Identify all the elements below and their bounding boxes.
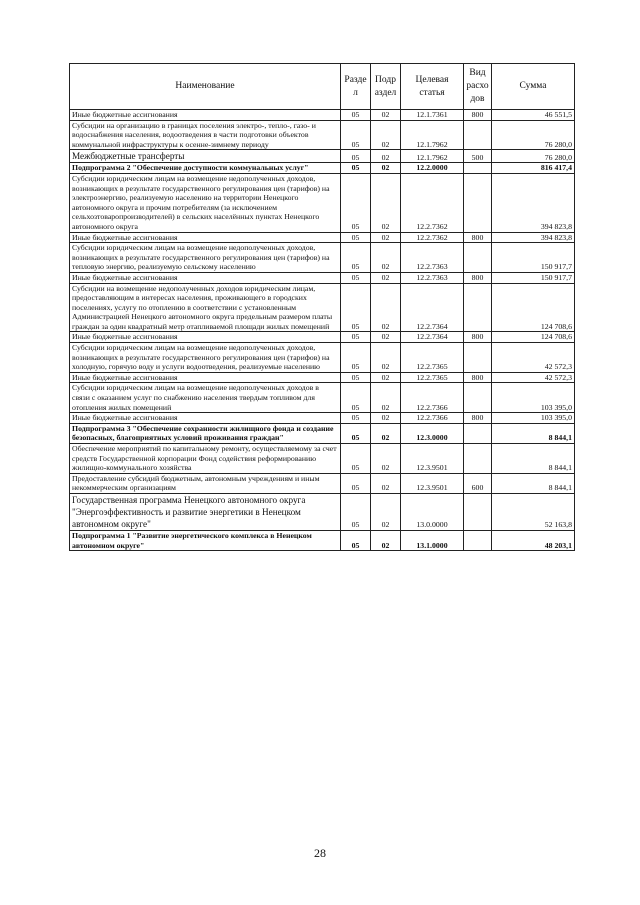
- row-podrazdel-cell: 02: [371, 243, 401, 273]
- row-sum-cell: 124 708,6: [492, 332, 575, 343]
- row-sum-cell: 124 708,6: [492, 283, 575, 332]
- row-name-cell: Государственная программа Ненецкого автономного округа "Энергоэффективность и развитие энергетики в Ненецком автономном округе": [70, 493, 341, 530]
- row-name-cell: Иные бюджетные ассигнования: [70, 110, 341, 121]
- header-sum: Сумма: [492, 64, 575, 110]
- row-target-article-cell: 12.1.7962: [401, 120, 464, 150]
- header-expense-type: Вид расхо дов: [464, 64, 492, 110]
- row-sum-cell: 150 917,7: [492, 272, 575, 283]
- row-razdel-cell: 05: [341, 110, 371, 121]
- row-podrazdel-cell: 02: [371, 383, 401, 413]
- page-number: 28: [314, 846, 326, 860]
- row-razdel-cell: 05: [341, 173, 371, 232]
- row-sum-cell: 8 844,1: [492, 423, 575, 443]
- table-row: [70, 163, 575, 174]
- row-podrazdel-cell: 02: [371, 283, 401, 332]
- row-sum-cell: 103 395,0: [492, 413, 575, 424]
- table-row: [70, 413, 575, 424]
- row-sum-cell: 42 572,3: [492, 372, 575, 383]
- row-sum-cell: 8 844,1: [492, 473, 575, 493]
- row-target-article-cell: 13.0.0000: [401, 493, 464, 530]
- row-name-cell: Межбюджетные трансферты: [70, 150, 341, 163]
- table-row: [70, 232, 575, 243]
- row-razdel-cell: 05: [341, 372, 371, 383]
- row-target-article-cell: 12.2.7363: [401, 243, 464, 273]
- row-name-cell: Субсидии юридическим лицам на возмещение недополученных доходов, возникающих в результате государственного регулирования цен (тарифов) на холодную, горячую воду и услуги водоотведения, реализуемые населению: [70, 343, 341, 373]
- row-podrazdel-cell: 02: [371, 110, 401, 121]
- row-sum-cell: 76 280,0: [492, 150, 575, 163]
- row-sum-cell: 52 163,8: [492, 493, 575, 530]
- row-name-cell: Предоставление субсидий бюджетным, автономным учреждениям и иным некоммерческим организациям: [70, 473, 341, 493]
- row-razdel-cell: 05: [341, 423, 371, 443]
- row-target-article-cell: 12.2.7364: [401, 283, 464, 332]
- row-target-article-cell: 12.2.7366: [401, 383, 464, 413]
- table-row: [70, 473, 575, 493]
- row-expense-type-cell: 500: [464, 150, 492, 163]
- row-name-cell: Иные бюджетные ассигнования: [70, 332, 341, 343]
- row-expense-type-cell: [464, 120, 492, 150]
- row-expense-type-cell: [464, 493, 492, 530]
- row-expense-type-cell: 800: [464, 413, 492, 424]
- table-header-row: [70, 64, 575, 110]
- row-sum-cell: 150 917,7: [492, 243, 575, 273]
- row-sum-cell: 8 844,1: [492, 444, 575, 474]
- row-podrazdel-cell: 02: [371, 372, 401, 383]
- table-row: [70, 272, 575, 283]
- row-target-article-cell: 12.2.7366: [401, 413, 464, 424]
- row-sum-cell: 394 823,8: [492, 232, 575, 243]
- row-sum-cell: 103 395,0: [492, 383, 575, 413]
- row-podrazdel-cell: 02: [371, 493, 401, 530]
- row-sum-cell: 76 280,0: [492, 120, 575, 150]
- row-razdel-cell: 05: [341, 530, 371, 550]
- row-sum-cell: 816 417,4: [492, 163, 575, 174]
- row-podrazdel-cell: 02: [371, 120, 401, 150]
- row-sum-cell: 394 823,8: [492, 173, 575, 232]
- row-razdel-cell: 05: [341, 163, 371, 174]
- row-name-cell: Подпрограмма 1 "Развитие энергетического комплекса в Ненецком автономном округе": [70, 530, 341, 550]
- row-target-article-cell: 12.2.7365: [401, 372, 464, 383]
- row-target-article-cell: 12.1.7361: [401, 110, 464, 121]
- table-row: [70, 530, 575, 550]
- row-name-cell: Подпрограмма 3 "Обеспечение сохранности жилищного фонда и создание безопасных, благоприятных условий проживания граждан": [70, 423, 341, 443]
- table-row: [70, 110, 575, 121]
- row-podrazdel-cell: 02: [371, 332, 401, 343]
- row-target-article-cell: 12.3.0000: [401, 423, 464, 443]
- row-razdel-cell: 05: [341, 343, 371, 373]
- budget-table: [69, 63, 575, 551]
- row-podrazdel-cell: 02: [371, 232, 401, 243]
- row-podrazdel-cell: 02: [371, 343, 401, 373]
- row-podrazdel-cell: 02: [371, 423, 401, 443]
- row-podrazdel-cell: 02: [371, 163, 401, 174]
- row-podrazdel-cell: 02: [371, 413, 401, 424]
- row-razdel-cell: 05: [341, 332, 371, 343]
- row-name-cell: Субсидии юридическим лицам на возмещение недополученных доходов, возникающих в результате государственного регулирования цен (тарифов) на тепловую энергию, реализуемую сельскому населению: [70, 243, 341, 273]
- row-expense-type-cell: [464, 243, 492, 273]
- row-sum-cell: 46 551,5: [492, 110, 575, 121]
- row-name-cell: Иные бюджетные ассигнования: [70, 372, 341, 383]
- row-expense-type-cell: [464, 343, 492, 373]
- row-razdel-cell: 05: [341, 473, 371, 493]
- row-name-cell: Субсидии на возмещение недополученных доходов юридическим лицам, предоставляющим в интересах населения, проживающего в городских поселениях, услугу по отоплению в соответствии с установленным Администрацией Ненецкого автономного округа предельным размером платы граждан за один квадратный метр отапливаемой площади жилых помещений: [70, 283, 341, 332]
- row-razdel-cell: 05: [341, 493, 371, 530]
- row-target-article-cell: 12.2.7362: [401, 173, 464, 232]
- row-expense-type-cell: [464, 383, 492, 413]
- table-row: [70, 493, 575, 530]
- row-target-article-cell: 12.2.7362: [401, 232, 464, 243]
- row-expense-type-cell: 800: [464, 110, 492, 121]
- row-name-cell: Подпрограмма 2 "Обеспечение доступности коммунальных услуг": [70, 163, 341, 174]
- row-podrazdel-cell: 02: [371, 150, 401, 163]
- header-name: Наименование: [70, 64, 341, 110]
- row-expense-type-cell: [464, 530, 492, 550]
- table-row: [70, 423, 575, 443]
- row-razdel-cell: 05: [341, 150, 371, 163]
- row-podrazdel-cell: 02: [371, 444, 401, 474]
- row-target-article-cell: 12.3.9501: [401, 444, 464, 474]
- row-razdel-cell: 05: [341, 120, 371, 150]
- table-row: [70, 173, 575, 232]
- row-expense-type-cell: 800: [464, 372, 492, 383]
- row-razdel-cell: 05: [341, 243, 371, 273]
- table-row: [70, 444, 575, 474]
- row-expense-type-cell: 800: [464, 272, 492, 283]
- table-row: [70, 150, 575, 163]
- row-razdel-cell: 05: [341, 283, 371, 332]
- row-name-cell: Субсидии юридическим лицам на возмещение недополученных доходов в связи с оказанием услуг по снабжению населения твердым топливом для отопления жилых помещений: [70, 383, 341, 413]
- row-target-article-cell: 13.1.0000: [401, 530, 464, 550]
- header-target-article: Целевая статья: [401, 64, 464, 110]
- row-expense-type-cell: [464, 173, 492, 232]
- header-podrazdel: Подр аздел: [371, 64, 401, 110]
- row-razdel-cell: 05: [341, 232, 371, 243]
- row-name-cell: Иные бюджетные ассигнования: [70, 232, 341, 243]
- row-name-cell: Субсидии на организацию в границах поселения электро-, тепло-, газо- и водоснабжения населения, водоотведения в части подготовки объектов коммунальной инфраструктуры к осенне-зимнему периоду: [70, 120, 341, 150]
- row-name-cell: Субсидии юридическим лицам на возмещение недополученных доходов, возникающих в результате государственного регулирования цен (тарифов) на электроэнергию, реализуемую населению на территории Ненецкого автономного округа и прочим потребителям (за исключением сельхозтоваропроизводителей) в сельских населённых пунктах Ненецкого автономного округа: [70, 173, 341, 232]
- row-target-article-cell: 12.3.9501: [401, 473, 464, 493]
- row-expense-type-cell: [464, 283, 492, 332]
- row-expense-type-cell: [464, 423, 492, 443]
- row-target-article-cell: 12.2.7365: [401, 343, 464, 373]
- row-podrazdel-cell: 02: [371, 272, 401, 283]
- row-sum-cell: 42 572,3: [492, 343, 575, 373]
- table-row: [70, 383, 575, 413]
- row-expense-type-cell: [464, 163, 492, 174]
- table-row: [70, 283, 575, 332]
- row-expense-type-cell: 600: [464, 473, 492, 493]
- row-razdel-cell: 05: [341, 444, 371, 474]
- row-target-article-cell: 12.2.7364: [401, 332, 464, 343]
- row-name-cell: Обеспечение мероприятий по капитальному ремонту, осуществляемому за счет средств Государственной корпорации Фонд содействия реформированию жилищно-коммунального хозяйства: [70, 444, 341, 474]
- table-row: [70, 243, 575, 273]
- row-expense-type-cell: 800: [464, 332, 492, 343]
- row-razdel-cell: 05: [341, 272, 371, 283]
- table-row: [70, 332, 575, 343]
- header-razdel: Разде л: [341, 64, 371, 110]
- row-razdel-cell: 05: [341, 383, 371, 413]
- table-row: [70, 120, 575, 150]
- row-target-article-cell: 12.2.7363: [401, 272, 464, 283]
- table-row: [70, 343, 575, 373]
- row-sum-cell: 48 203,1: [492, 530, 575, 550]
- row-name-cell: Иные бюджетные ассигнования: [70, 413, 341, 424]
- row-podrazdel-cell: 02: [371, 530, 401, 550]
- row-target-article-cell: 12.2.0000: [401, 163, 464, 174]
- table-row: [70, 372, 575, 383]
- row-expense-type-cell: 800: [464, 232, 492, 243]
- row-podrazdel-cell: 02: [371, 173, 401, 232]
- row-name-cell: Иные бюджетные ассигнования: [70, 272, 341, 283]
- row-podrazdel-cell: 02: [371, 473, 401, 493]
- row-target-article-cell: 12.1.7962: [401, 150, 464, 163]
- row-razdel-cell: 05: [341, 413, 371, 424]
- row-expense-type-cell: [464, 444, 492, 474]
